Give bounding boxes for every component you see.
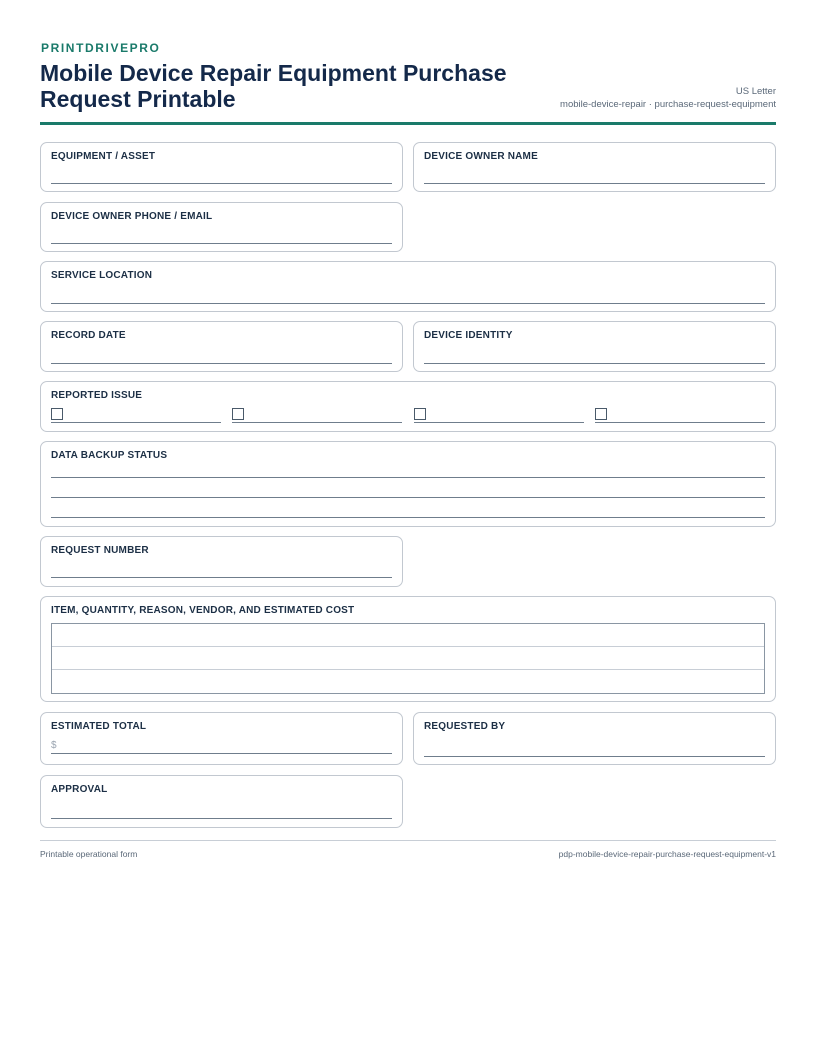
table-row[interactable]	[52, 647, 764, 670]
request-number-line[interactable]	[51, 577, 392, 578]
device-owner-contact-line[interactable]	[51, 243, 392, 244]
checkbox[interactable]	[595, 408, 607, 420]
approval-line[interactable]	[51, 818, 392, 819]
table-row[interactable]	[52, 670, 764, 693]
items-table-label: ITEM, QUANTITY, REASON, VENDOR, AND ESTIMATED COST	[51, 605, 355, 616]
brand-name: PRINTDRIVEPRO	[41, 41, 161, 55]
request-number-field[interactable]	[40, 536, 403, 587]
reported-issue-options	[51, 407, 765, 424]
form-meta	[560, 85, 776, 111]
approval-label: APPROVAL	[51, 784, 108, 795]
data-backup-line-3[interactable]	[51, 517, 765, 518]
equipment-asset-field[interactable]	[40, 142, 403, 192]
device-owner-contact-field[interactable]	[40, 202, 403, 252]
approval-field[interactable]	[40, 775, 403, 828]
service-location-label: SERVICE LOCATION	[51, 270, 153, 281]
paper-size: US Letter	[735, 86, 776, 97]
page-title: Mobile Device Repair Equipment Purchase Request Printable	[40, 60, 507, 112]
reported-issue-option-1[interactable]	[51, 407, 221, 423]
record-date-line[interactable]	[51, 363, 392, 364]
reported-issue-option-4[interactable]	[595, 407, 765, 423]
estimated-total-field[interactable]	[40, 712, 403, 765]
reported-issue-option-2[interactable]	[232, 407, 402, 423]
device-owner-name-line[interactable]	[424, 183, 765, 184]
service-location-field[interactable]	[40, 261, 776, 312]
data-backup-status-label: DATA BACKUP STATUS	[51, 450, 168, 461]
service-location-line[interactable]	[51, 303, 765, 304]
reported-issue-field	[40, 381, 776, 432]
data-backup-line-2[interactable]	[51, 497, 765, 498]
requested-by-label: REQUESTED BY	[424, 721, 506, 732]
data-backup-line-1[interactable]	[51, 477, 765, 478]
reported-issue-option-3[interactable]	[414, 407, 584, 423]
reported-issue-label: REPORTED ISSUE	[51, 390, 143, 401]
equipment-asset-label: EQUIPMENT / ASSET	[51, 151, 156, 162]
device-identity-label: DEVICE IDENTITY	[424, 330, 513, 341]
estimated-total-line[interactable]	[51, 753, 392, 754]
record-date-label: RECORD DATE	[51, 330, 126, 341]
requested-by-field[interactable]	[413, 712, 776, 765]
device-owner-name-field[interactable]	[413, 142, 776, 192]
device-owner-contact-label: DEVICE OWNER PHONE / EMAIL	[51, 211, 213, 222]
form-tags: mobile-device-repair · purchase-request-equipment	[560, 99, 776, 110]
items-table-section	[40, 596, 776, 702]
record-date-field[interactable]	[40, 321, 403, 372]
checkbox[interactable]	[414, 408, 426, 420]
requested-by-line[interactable]	[424, 756, 765, 757]
device-identity-field[interactable]	[413, 321, 776, 372]
device-identity-line[interactable]	[424, 363, 765, 364]
footer-rule	[40, 840, 776, 841]
currency-symbol: $	[51, 740, 57, 751]
equipment-asset-line[interactable]	[51, 183, 392, 184]
data-backup-status-field[interactable]	[40, 441, 776, 527]
device-owner-name-label: DEVICE OWNER NAME	[424, 151, 538, 162]
request-number-label: REQUEST NUMBER	[51, 545, 149, 556]
footer-left-text: Printable operational form	[40, 849, 138, 859]
header-rule	[40, 122, 776, 125]
estimated-total-label: ESTIMATED TOTAL	[51, 721, 147, 732]
table-row[interactable]	[52, 624, 764, 647]
checkbox[interactable]	[232, 408, 244, 420]
items-table	[51, 623, 765, 694]
footer-form-id: pdp-mobile-device-repair-purchase-request-equipment-v1	[558, 849, 776, 859]
checkbox[interactable]	[51, 408, 63, 420]
